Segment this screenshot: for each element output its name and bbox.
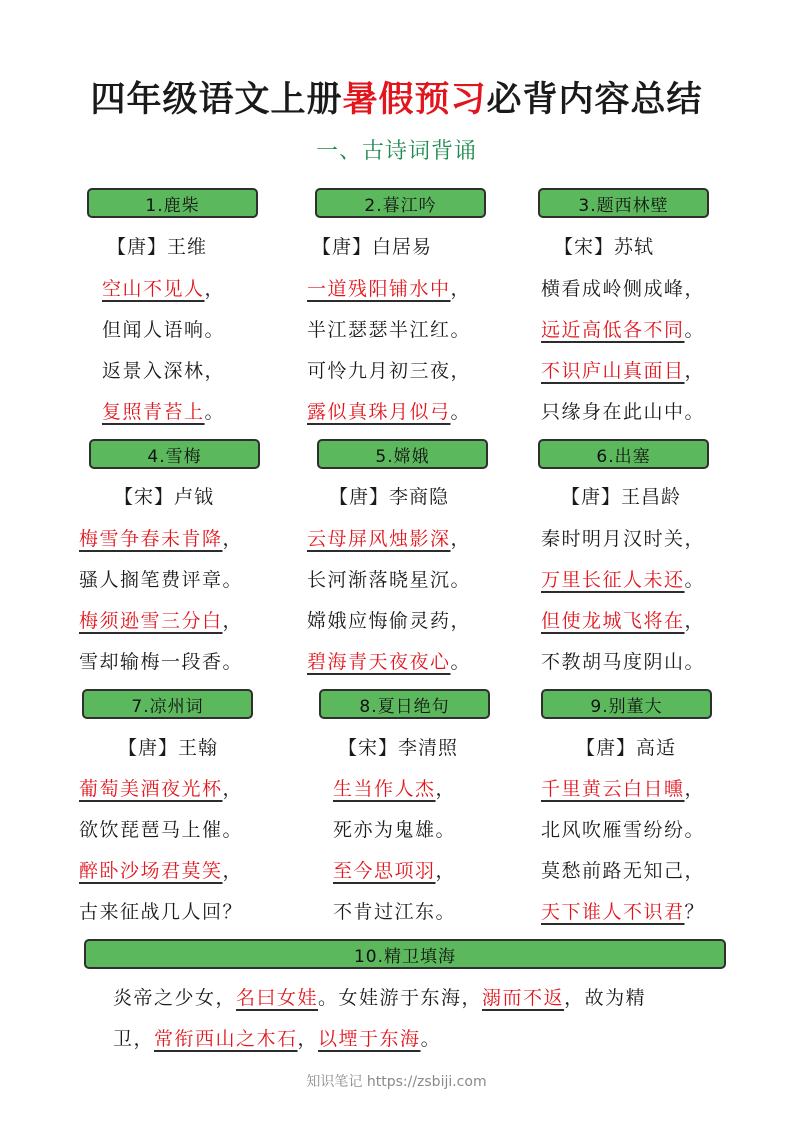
- poem-line: 但使龙城飞将在，: [541, 610, 706, 632]
- poem-line: 梅雪争春未肯降，: [79, 528, 244, 550]
- poem-line: 露似真珠月似弓。: [307, 401, 472, 423]
- poem-author-2: 【唐】白居易: [312, 236, 433, 258]
- poem-line: 不识庐山真面目，: [541, 360, 706, 382]
- poem-line: 一道残阳铺水中，: [307, 278, 472, 300]
- poem-line: 只缘身在此山中。: [541, 401, 706, 423]
- poem-author-4: 【宋】卢钺: [114, 486, 215, 508]
- poem-line: 半江瑟瑟半江红。: [307, 319, 472, 341]
- poem-line: 远近高低各不同。: [541, 319, 706, 341]
- prose-line-1: 炎帝之少女，名曰女娃。女娃游于东海，溺而不返，故为精: [113, 987, 647, 1009]
- title-part1: 四年级语文上册: [90, 79, 343, 120]
- poem-line: 生当作人杰，: [333, 778, 457, 800]
- title-part2: 必背内容总结: [486, 79, 703, 120]
- poem-line: 秦时明月汉时关，: [541, 528, 706, 550]
- poem-line: 北风吹雁雪纷纷。: [541, 819, 706, 841]
- poem-title-7: 7.凉州词: [82, 689, 253, 719]
- poem-line: 至今思项羽，: [333, 860, 457, 882]
- poem-author-6: 【唐】王昌龄: [561, 486, 682, 508]
- page-title: [0, 72, 793, 122]
- poem-title-4: 4.雪梅: [89, 439, 260, 469]
- poem-line: 不教胡马度阴山。: [541, 651, 706, 673]
- poem-line: 骚人搁笔费评章。: [79, 569, 244, 591]
- poem-line: 天下谁人不识君？: [541, 901, 706, 923]
- poem-line: 返景入深林，: [102, 360, 226, 382]
- footer-watermark: 知识笔记 https://zsbiji.com: [306, 1074, 487, 1090]
- poem-line: 横看成岭侧成峰，: [541, 278, 706, 300]
- poem-line: 嫦娥应悔偷灵药，: [307, 610, 472, 632]
- poem-line: 雪却输梅一段香。: [79, 651, 244, 673]
- poem-title-2: 2.暮江吟: [315, 188, 486, 218]
- prose-title: 10.精卫填海: [84, 939, 726, 969]
- poem-line: 梅须逊雪三分白，: [79, 610, 244, 632]
- poem-line: 空山不见人，: [102, 278, 226, 300]
- poem-line: 复照青苔上。: [102, 401, 226, 423]
- poem-author-8: 【宋】李清照: [338, 737, 459, 759]
- poem-title-1: 1.鹿柴: [87, 188, 258, 218]
- poem-author-5: 【唐】李商隐: [329, 486, 450, 508]
- poem-line: 千里黄云白日曛，: [541, 778, 706, 800]
- poem-title-9: 9.别董大: [541, 689, 712, 719]
- poem-title-5: 5.嫦娥: [317, 439, 488, 469]
- poem-author-9: 【唐】高适: [576, 737, 677, 759]
- poem-line: 碧海青天夜夜心。: [307, 651, 472, 673]
- poem-author-7: 【唐】王翰: [118, 737, 219, 759]
- poem-line: 死亦为鬼雄。: [333, 819, 457, 841]
- poem-line: 万里长征人未还。: [541, 569, 706, 591]
- poem-line: 醉卧沙场君莫笑，: [79, 860, 244, 882]
- section-subtitle: 一、古诗词背诵: [315, 139, 477, 164]
- poem-line: 可怜九月初三夜，: [307, 360, 472, 382]
- poem-title-3: 3.题西林壁: [538, 188, 709, 218]
- poem-line: 欲饮琵琶马上催。: [79, 819, 244, 841]
- poem-line: 但闻人语响。: [102, 319, 226, 341]
- poem-author-3: 【宋】苏轼: [554, 236, 655, 258]
- poem-title-6: 6.出塞: [538, 439, 709, 469]
- poem-author-1: 【唐】王维: [107, 236, 208, 258]
- poem-line: 不肯过江东。: [333, 901, 457, 923]
- poem-line: 长河渐落晓星沉。: [307, 569, 472, 591]
- poem-line: 莫愁前路无知己，: [541, 860, 706, 882]
- poem-line: 葡萄美酒夜光杯，: [79, 778, 244, 800]
- prose-line-2: 卫，常衔西山之木石，以堙于东海。: [113, 1028, 442, 1050]
- poem-line: 古来征战几人回？: [79, 901, 244, 923]
- title-highlight: 暑假预习: [342, 79, 487, 120]
- poem-line: 云母屏风烛影深，: [307, 528, 472, 550]
- poem-title-8: 8.夏日绝句: [319, 689, 490, 719]
